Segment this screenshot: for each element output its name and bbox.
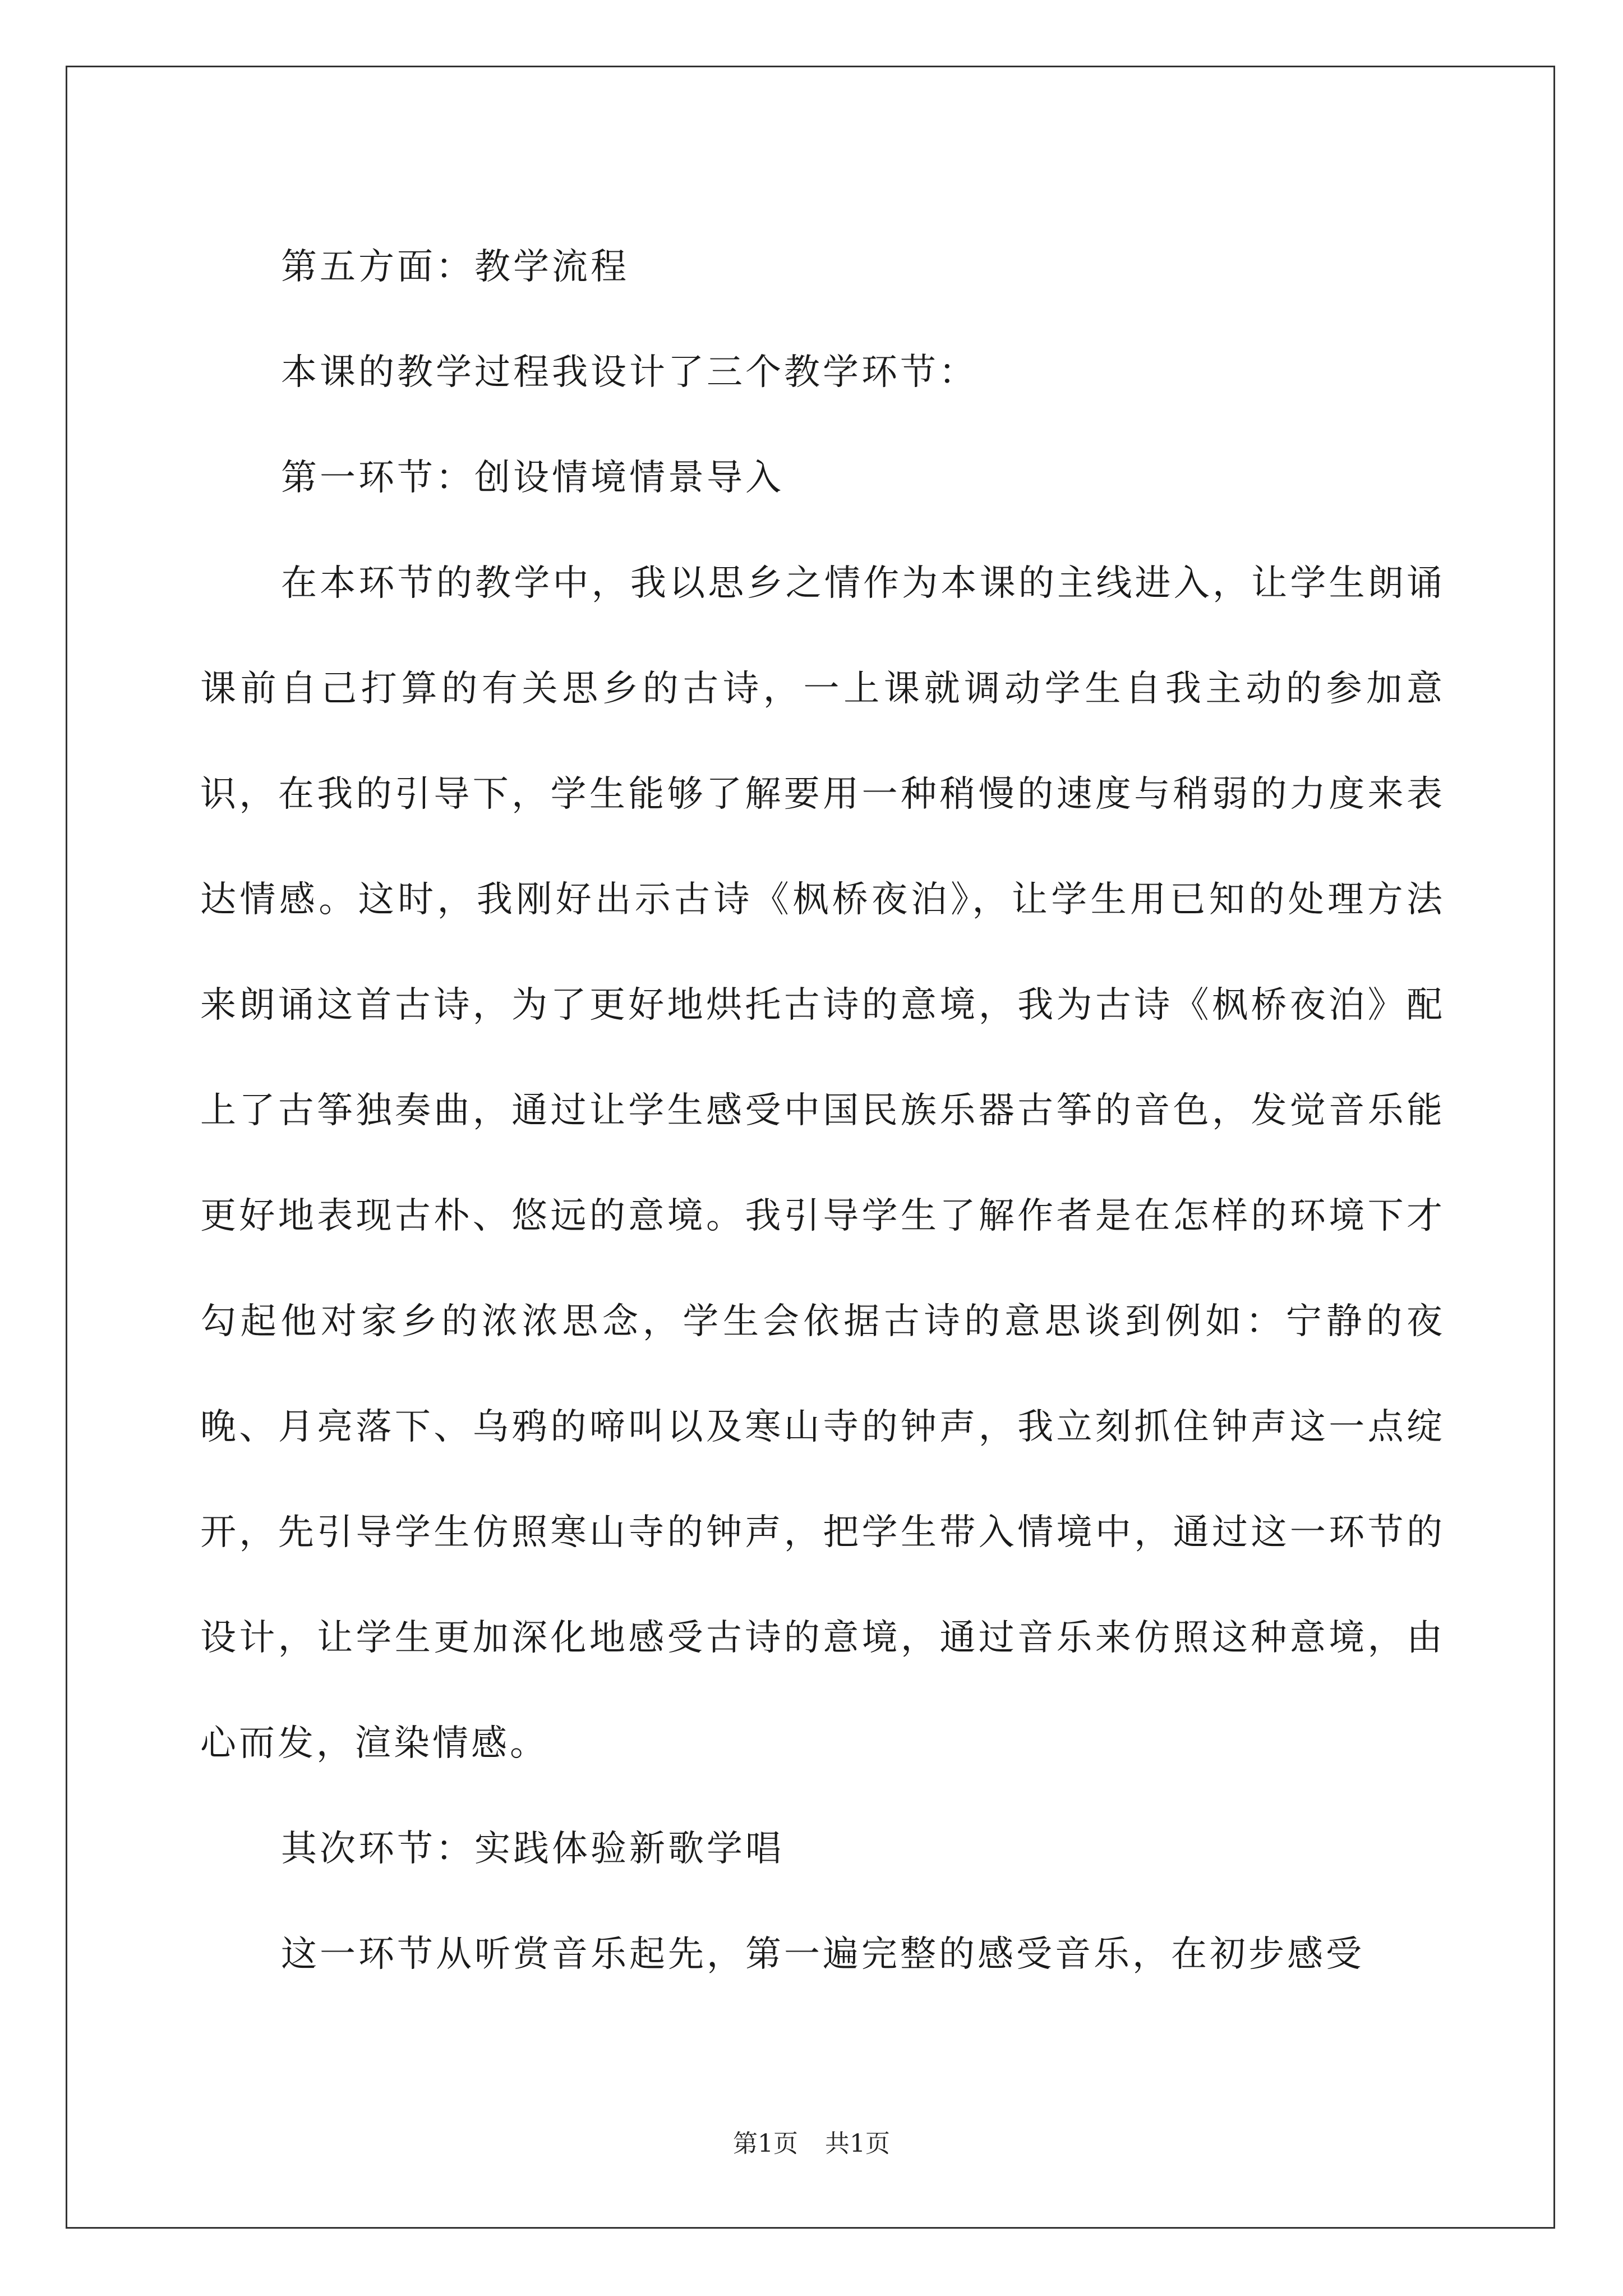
- page-number: 第1页: [733, 2129, 798, 2158]
- step-one-paragraph: 在本环节的教学中，我以思乡之情作为本课的主线进入，让学生朗诵课前自己打算的有关思乡的古诗，一上课就调动学生自我主动的参加意识，在我的引导下，学生能够了解要用一种稍慢的速度与稍弱的力度来表达情感。这时，我刚好出示古诗《枫桥夜泊》，让学生用已知的处理方法来朗诵这首古诗，为了更好地烘托古诗的意境，我为古诗《枫桥夜泊》配上了古筝独奏曲，通过让学生感受中国民族乐器古筝的音色，发觉音乐能更好地表现古朴、悠远的意境。我引导学生了解作者是在怎样的环境下才勾起他对家乡的浓浓思念，学生会依据古诗的意思谈到例如：宁静的夜晚、月亮落下、乌鸦的啼叫以及寒山寺的钟声，我立刻抓住钟声这一点绽开，先引导学生仿照寒山寺的钟声，把学生带入情境中，通过这一环节的设计，让学生更加深化地感受古诗的意境，通过音乐来仿照这种意境，由心而发，渲染情感。: [200, 563, 1445, 1764]
- step-two-paragraph: 这一环节从听赏音乐起先，第一遍完整的感受音乐，在初步感受: [281, 1934, 1364, 1975]
- page-total: 共1页: [825, 2129, 890, 2158]
- intro-paragraph: 本课的教学过程我设计了三个教学环节：: [281, 352, 978, 393]
- step-two-heading: 其次环节：实践体验新歌学唱: [281, 1828, 784, 1870]
- step-one-heading: 第一环节：创设情境情景导入: [281, 457, 784, 499]
- document-body: [200, 214, 1445, 2007]
- page-footer: [0, 2127, 1623, 2161]
- section-heading: 第五方面：教学流程: [281, 246, 629, 288]
